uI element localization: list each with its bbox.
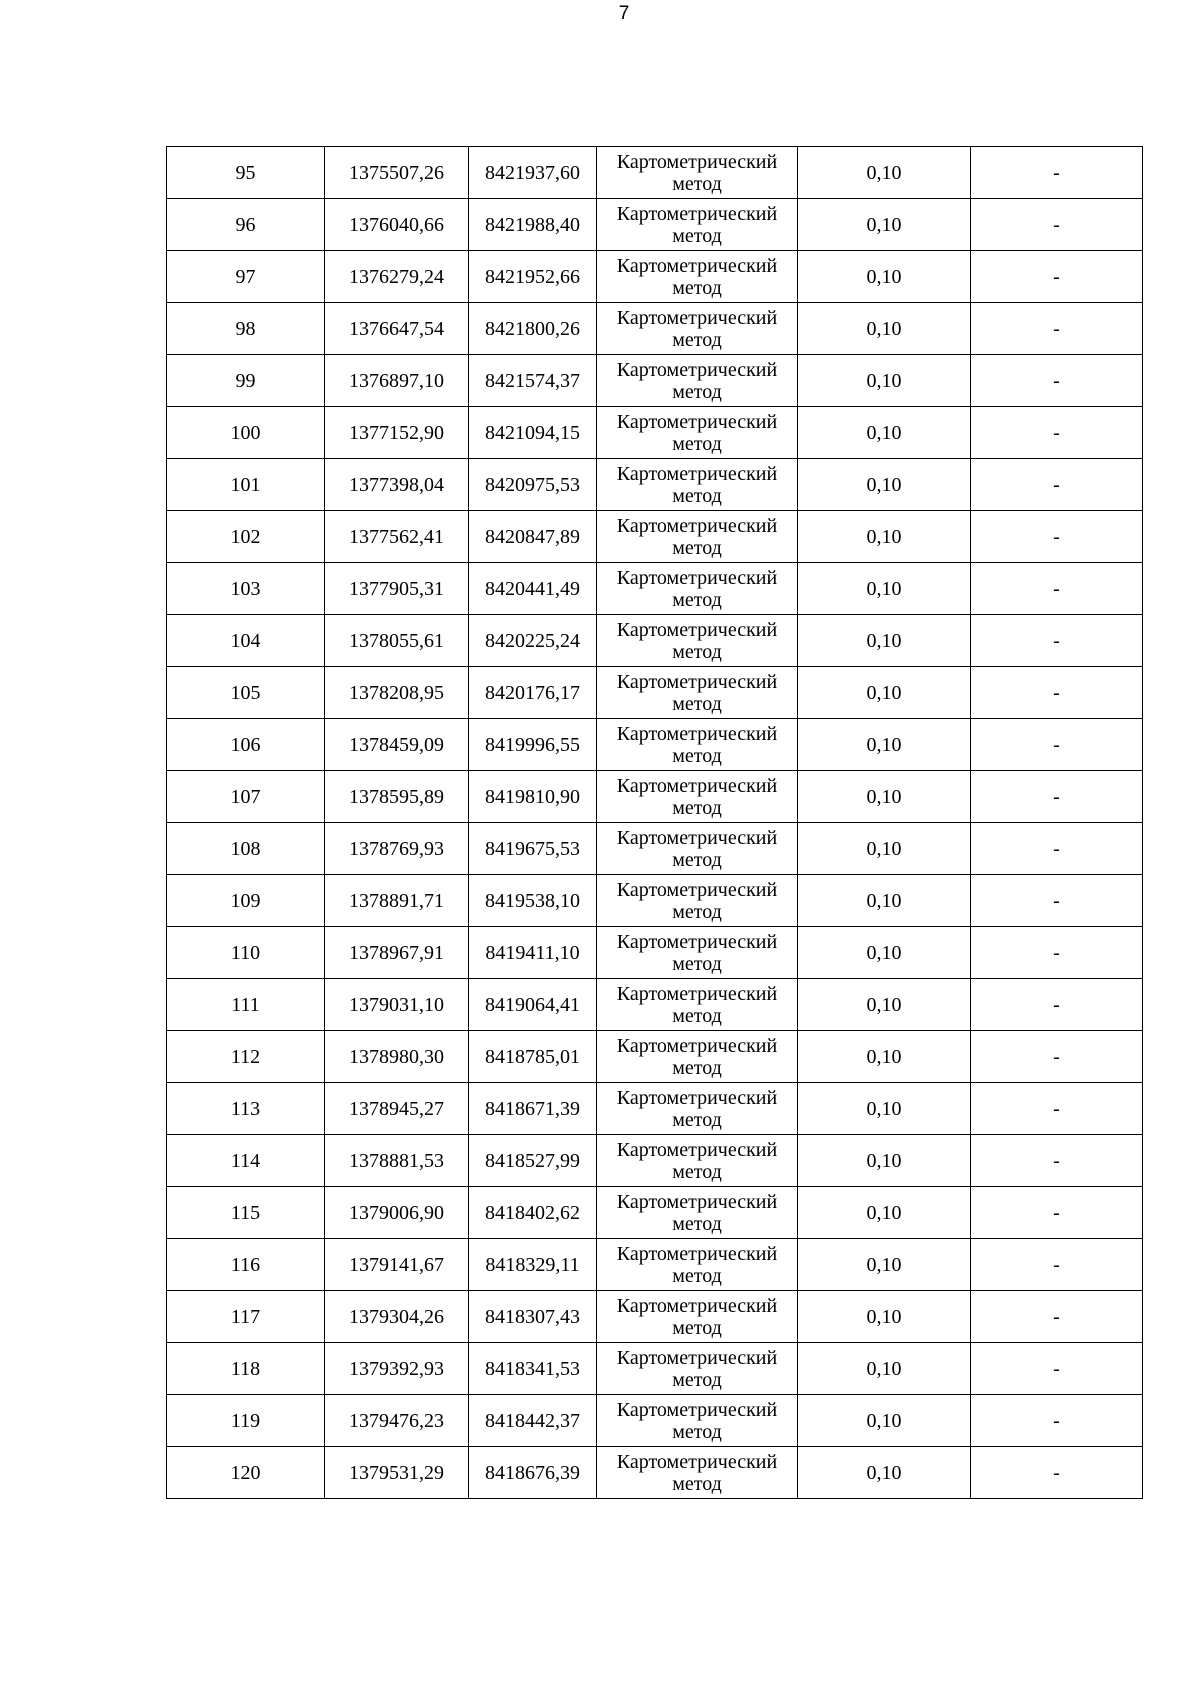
method-line-1: Картометрический bbox=[616, 566, 778, 589]
method-cell bbox=[597, 1447, 798, 1499]
accuracy-cell: 0,10 bbox=[798, 199, 971, 251]
table-row bbox=[167, 1135, 1143, 1187]
table-row bbox=[167, 615, 1143, 667]
method-line-1: Картометрический bbox=[616, 1034, 778, 1057]
x-coordinate-cell: 1378459,09 bbox=[325, 719, 469, 771]
y-coordinate-cell: 8418402,62 bbox=[469, 1187, 597, 1239]
point-number-cell: 104 bbox=[167, 615, 325, 667]
y-coordinate-cell: 8420441,49 bbox=[469, 563, 597, 615]
point-number-cell: 111 bbox=[167, 979, 325, 1031]
method-cell bbox=[597, 1291, 798, 1343]
y-coordinate-cell: 8419538,10 bbox=[469, 875, 597, 927]
accuracy-cell: 0,10 bbox=[798, 875, 971, 927]
table-row bbox=[167, 875, 1143, 927]
accuracy-cell: 0,10 bbox=[798, 1447, 971, 1499]
table-row bbox=[167, 771, 1143, 823]
method-line-1: Картометрический bbox=[616, 254, 778, 277]
accuracy-cell: 0,10 bbox=[798, 1239, 971, 1291]
table-row bbox=[167, 1291, 1143, 1343]
method-cell bbox=[597, 1135, 798, 1187]
method-line-1: Картометрический bbox=[616, 618, 778, 641]
method-line-2: метод bbox=[672, 1472, 722, 1495]
method-cell bbox=[597, 1239, 798, 1291]
x-coordinate-cell: 1379006,90 bbox=[325, 1187, 469, 1239]
accuracy-cell: 0,10 bbox=[798, 719, 971, 771]
table-row bbox=[167, 719, 1143, 771]
method-cell bbox=[597, 979, 798, 1031]
y-coordinate-cell: 8418329,11 bbox=[469, 1239, 597, 1291]
method-cell bbox=[597, 1343, 798, 1395]
accuracy-cell: 0,10 bbox=[798, 979, 971, 1031]
accuracy-cell: 0,10 bbox=[798, 563, 971, 615]
coordinates-table bbox=[166, 146, 1143, 1499]
method-line-2: метод bbox=[672, 380, 722, 403]
table-row bbox=[167, 459, 1143, 511]
x-coordinate-cell: 1376040,66 bbox=[325, 199, 469, 251]
table-row bbox=[167, 303, 1143, 355]
note-cell: - bbox=[971, 719, 1143, 771]
method-cell bbox=[597, 407, 798, 459]
y-coordinate-cell: 8418527,99 bbox=[469, 1135, 597, 1187]
method-line-2: метод bbox=[672, 1368, 722, 1391]
accuracy-cell: 0,10 bbox=[798, 927, 971, 979]
note-cell: - bbox=[971, 303, 1143, 355]
note-cell: - bbox=[971, 1343, 1143, 1395]
point-number-cell: 107 bbox=[167, 771, 325, 823]
method-line-2: метод bbox=[672, 692, 722, 715]
method-line-1: Картометрический bbox=[616, 202, 778, 225]
method-line-2: метод bbox=[672, 484, 722, 507]
y-coordinate-cell: 8418676,39 bbox=[469, 1447, 597, 1499]
note-cell: - bbox=[971, 1291, 1143, 1343]
note-cell: - bbox=[971, 355, 1143, 407]
method-line-1: Картометрический bbox=[616, 514, 778, 537]
note-cell: - bbox=[971, 1239, 1143, 1291]
method-cell bbox=[597, 1187, 798, 1239]
note-cell: - bbox=[971, 1135, 1143, 1187]
accuracy-cell: 0,10 bbox=[798, 303, 971, 355]
note-cell: - bbox=[971, 147, 1143, 199]
table-row bbox=[167, 927, 1143, 979]
method-line-1: Картометрический bbox=[616, 826, 778, 849]
table-row bbox=[167, 1031, 1143, 1083]
method-line-2: метод bbox=[672, 1420, 722, 1443]
accuracy-cell: 0,10 bbox=[798, 1343, 971, 1395]
method-line-1: Картометрический bbox=[616, 410, 778, 433]
table-row bbox=[167, 251, 1143, 303]
y-coordinate-cell: 8419675,53 bbox=[469, 823, 597, 875]
method-cell bbox=[597, 511, 798, 563]
method-line-1: Картометрический bbox=[616, 982, 778, 1005]
accuracy-cell: 0,10 bbox=[798, 355, 971, 407]
method-line-1: Картометрический bbox=[616, 878, 778, 901]
table-row bbox=[167, 355, 1143, 407]
accuracy-cell: 0,10 bbox=[798, 1083, 971, 1135]
x-coordinate-cell: 1379392,93 bbox=[325, 1343, 469, 1395]
method-line-2: метод bbox=[672, 588, 722, 611]
method-cell bbox=[597, 615, 798, 667]
x-coordinate-cell: 1379141,67 bbox=[325, 1239, 469, 1291]
x-coordinate-cell: 1378595,89 bbox=[325, 771, 469, 823]
point-number-cell: 97 bbox=[167, 251, 325, 303]
method-line-2: метод bbox=[672, 1056, 722, 1079]
point-number-cell: 101 bbox=[167, 459, 325, 511]
method-cell bbox=[597, 875, 798, 927]
method-cell bbox=[597, 199, 798, 251]
note-cell: - bbox=[971, 1395, 1143, 1447]
method-line-2: метод bbox=[672, 640, 722, 663]
table-row bbox=[167, 1343, 1143, 1395]
note-cell: - bbox=[971, 1083, 1143, 1135]
point-number-cell: 115 bbox=[167, 1187, 325, 1239]
point-number-cell: 119 bbox=[167, 1395, 325, 1447]
x-coordinate-cell: 1378055,61 bbox=[325, 615, 469, 667]
point-number-cell: 98 bbox=[167, 303, 325, 355]
x-coordinate-cell: 1378881,53 bbox=[325, 1135, 469, 1187]
accuracy-cell: 0,10 bbox=[798, 823, 971, 875]
point-number-cell: 113 bbox=[167, 1083, 325, 1135]
point-number-cell: 114 bbox=[167, 1135, 325, 1187]
method-line-1: Картометрический bbox=[616, 1242, 778, 1265]
method-line-1: Картометрический bbox=[616, 1190, 778, 1213]
method-cell bbox=[597, 303, 798, 355]
method-line-1: Картометрический bbox=[616, 774, 778, 797]
y-coordinate-cell: 8421800,26 bbox=[469, 303, 597, 355]
y-coordinate-cell: 8418442,37 bbox=[469, 1395, 597, 1447]
method-line-1: Картометрический bbox=[616, 462, 778, 485]
y-coordinate-cell: 8418307,43 bbox=[469, 1291, 597, 1343]
accuracy-cell: 0,10 bbox=[798, 251, 971, 303]
x-coordinate-cell: 1377905,31 bbox=[325, 563, 469, 615]
y-coordinate-cell: 8421574,37 bbox=[469, 355, 597, 407]
x-coordinate-cell: 1377152,90 bbox=[325, 407, 469, 459]
point-number-cell: 96 bbox=[167, 199, 325, 251]
method-line-2: метод bbox=[672, 224, 722, 247]
table-row bbox=[167, 1187, 1143, 1239]
x-coordinate-cell: 1379531,29 bbox=[325, 1447, 469, 1499]
method-cell bbox=[597, 563, 798, 615]
table-row bbox=[167, 667, 1143, 719]
note-cell: - bbox=[971, 459, 1143, 511]
point-number-cell: 108 bbox=[167, 823, 325, 875]
method-cell bbox=[597, 459, 798, 511]
method-line-2: метод bbox=[672, 796, 722, 819]
method-line-1: Картометрический bbox=[616, 1450, 778, 1473]
method-cell bbox=[597, 667, 798, 719]
note-cell: - bbox=[971, 615, 1143, 667]
accuracy-cell: 0,10 bbox=[798, 1395, 971, 1447]
table-row bbox=[167, 563, 1143, 615]
x-coordinate-cell: 1378980,30 bbox=[325, 1031, 469, 1083]
note-cell: - bbox=[971, 563, 1143, 615]
note-cell: - bbox=[971, 1447, 1143, 1499]
y-coordinate-cell: 8418785,01 bbox=[469, 1031, 597, 1083]
point-number-cell: 105 bbox=[167, 667, 325, 719]
table-row bbox=[167, 979, 1143, 1031]
method-cell bbox=[597, 719, 798, 771]
y-coordinate-cell: 8419810,90 bbox=[469, 771, 597, 823]
accuracy-cell: 0,10 bbox=[798, 1031, 971, 1083]
y-coordinate-cell: 8419064,41 bbox=[469, 979, 597, 1031]
note-cell: - bbox=[971, 199, 1143, 251]
method-line-2: метод bbox=[672, 1160, 722, 1183]
table-row bbox=[167, 199, 1143, 251]
x-coordinate-cell: 1377398,04 bbox=[325, 459, 469, 511]
method-line-1: Картометрический bbox=[616, 1138, 778, 1161]
note-cell: - bbox=[971, 927, 1143, 979]
method-cell bbox=[597, 251, 798, 303]
point-number-cell: 117 bbox=[167, 1291, 325, 1343]
accuracy-cell: 0,10 bbox=[798, 407, 971, 459]
point-number-cell: 116 bbox=[167, 1239, 325, 1291]
coordinates-table-body bbox=[167, 147, 1143, 1499]
x-coordinate-cell: 1379031,10 bbox=[325, 979, 469, 1031]
point-number-cell: 118 bbox=[167, 1343, 325, 1395]
method-line-1: Картометрический bbox=[616, 1398, 778, 1421]
x-coordinate-cell: 1379304,26 bbox=[325, 1291, 469, 1343]
y-coordinate-cell: 8421094,15 bbox=[469, 407, 597, 459]
method-cell bbox=[597, 823, 798, 875]
x-coordinate-cell: 1376897,10 bbox=[325, 355, 469, 407]
x-coordinate-cell: 1375507,26 bbox=[325, 147, 469, 199]
point-number-cell: 95 bbox=[167, 147, 325, 199]
table-row bbox=[167, 1447, 1143, 1499]
method-line-2: метод bbox=[672, 1004, 722, 1027]
note-cell: - bbox=[971, 251, 1143, 303]
accuracy-cell: 0,10 bbox=[798, 1135, 971, 1187]
method-line-2: метод bbox=[672, 172, 722, 195]
note-cell: - bbox=[971, 511, 1143, 563]
note-cell: - bbox=[971, 823, 1143, 875]
method-cell bbox=[597, 147, 798, 199]
method-cell bbox=[597, 1083, 798, 1135]
note-cell: - bbox=[971, 407, 1143, 459]
method-line-2: метод bbox=[672, 952, 722, 975]
point-number-cell: 103 bbox=[167, 563, 325, 615]
point-number-cell: 120 bbox=[167, 1447, 325, 1499]
x-coordinate-cell: 1378208,95 bbox=[325, 667, 469, 719]
x-coordinate-cell: 1376279,24 bbox=[325, 251, 469, 303]
accuracy-cell: 0,10 bbox=[798, 147, 971, 199]
method-line-2: метод bbox=[672, 1108, 722, 1131]
y-coordinate-cell: 8420847,89 bbox=[469, 511, 597, 563]
method-line-2: метод bbox=[672, 900, 722, 923]
table-row bbox=[167, 1239, 1143, 1291]
method-line-2: метод bbox=[672, 432, 722, 455]
method-line-1: Картометрический bbox=[616, 722, 778, 745]
method-line-2: метод bbox=[672, 1264, 722, 1287]
method-line-1: Картометрический bbox=[616, 358, 778, 381]
note-cell: - bbox=[971, 875, 1143, 927]
note-cell: - bbox=[971, 1187, 1143, 1239]
y-coordinate-cell: 8420176,17 bbox=[469, 667, 597, 719]
y-coordinate-cell: 8421952,66 bbox=[469, 251, 597, 303]
table-row bbox=[167, 1083, 1143, 1135]
y-coordinate-cell: 8421937,60 bbox=[469, 147, 597, 199]
point-number-cell: 99 bbox=[167, 355, 325, 407]
method-line-2: метод bbox=[672, 1316, 722, 1339]
point-number-cell: 102 bbox=[167, 511, 325, 563]
y-coordinate-cell: 8420975,53 bbox=[469, 459, 597, 511]
accuracy-cell: 0,10 bbox=[798, 459, 971, 511]
x-coordinate-cell: 1377562,41 bbox=[325, 511, 469, 563]
table-row bbox=[167, 511, 1143, 563]
point-number-cell: 110 bbox=[167, 927, 325, 979]
method-line-2: метод bbox=[672, 276, 722, 299]
method-line-2: метод bbox=[672, 536, 722, 559]
accuracy-cell: 0,10 bbox=[798, 511, 971, 563]
x-coordinate-cell: 1378891,71 bbox=[325, 875, 469, 927]
method-cell bbox=[597, 771, 798, 823]
method-line-1: Картометрический bbox=[616, 1294, 778, 1317]
point-number-cell: 112 bbox=[167, 1031, 325, 1083]
method-line-1: Картометрический bbox=[616, 930, 778, 953]
method-line-1: Картометрический bbox=[616, 306, 778, 329]
accuracy-cell: 0,10 bbox=[798, 667, 971, 719]
y-coordinate-cell: 8418671,39 bbox=[469, 1083, 597, 1135]
x-coordinate-cell: 1378769,93 bbox=[325, 823, 469, 875]
method-cell bbox=[597, 1395, 798, 1447]
accuracy-cell: 0,10 bbox=[798, 615, 971, 667]
page-number: 7 bbox=[618, 3, 630, 24]
note-cell: - bbox=[971, 979, 1143, 1031]
x-coordinate-cell: 1379476,23 bbox=[325, 1395, 469, 1447]
accuracy-cell: 0,10 bbox=[798, 1291, 971, 1343]
y-coordinate-cell: 8418341,53 bbox=[469, 1343, 597, 1395]
method-line-2: метод bbox=[672, 744, 722, 767]
x-coordinate-cell: 1378945,27 bbox=[325, 1083, 469, 1135]
accuracy-cell: 0,10 bbox=[798, 1187, 971, 1239]
table-row bbox=[167, 823, 1143, 875]
point-number-cell: 106 bbox=[167, 719, 325, 771]
note-cell: - bbox=[971, 771, 1143, 823]
method-line-1: Картометрический bbox=[616, 1346, 778, 1369]
y-coordinate-cell: 8420225,24 bbox=[469, 615, 597, 667]
method-line-1: Картометрический bbox=[616, 1086, 778, 1109]
method-cell bbox=[597, 927, 798, 979]
table-row bbox=[167, 407, 1143, 459]
method-line-1: Картометрический bbox=[616, 150, 778, 173]
note-cell: - bbox=[971, 1031, 1143, 1083]
accuracy-cell: 0,10 bbox=[798, 771, 971, 823]
point-number-cell: 100 bbox=[167, 407, 325, 459]
method-cell bbox=[597, 355, 798, 407]
y-coordinate-cell: 8419996,55 bbox=[469, 719, 597, 771]
method-line-2: метод bbox=[672, 1212, 722, 1235]
note-cell: - bbox=[971, 667, 1143, 719]
x-coordinate-cell: 1378967,91 bbox=[325, 927, 469, 979]
y-coordinate-cell: 8419411,10 bbox=[469, 927, 597, 979]
y-coordinate-cell: 8421988,40 bbox=[469, 199, 597, 251]
method-line-1: Картометрический bbox=[616, 670, 778, 693]
table-row bbox=[167, 1395, 1143, 1447]
point-number-cell: 109 bbox=[167, 875, 325, 927]
table-row bbox=[167, 147, 1143, 199]
x-coordinate-cell: 1376647,54 bbox=[325, 303, 469, 355]
method-cell bbox=[597, 1031, 798, 1083]
method-line-2: метод bbox=[672, 328, 722, 351]
method-line-2: метод bbox=[672, 848, 722, 871]
